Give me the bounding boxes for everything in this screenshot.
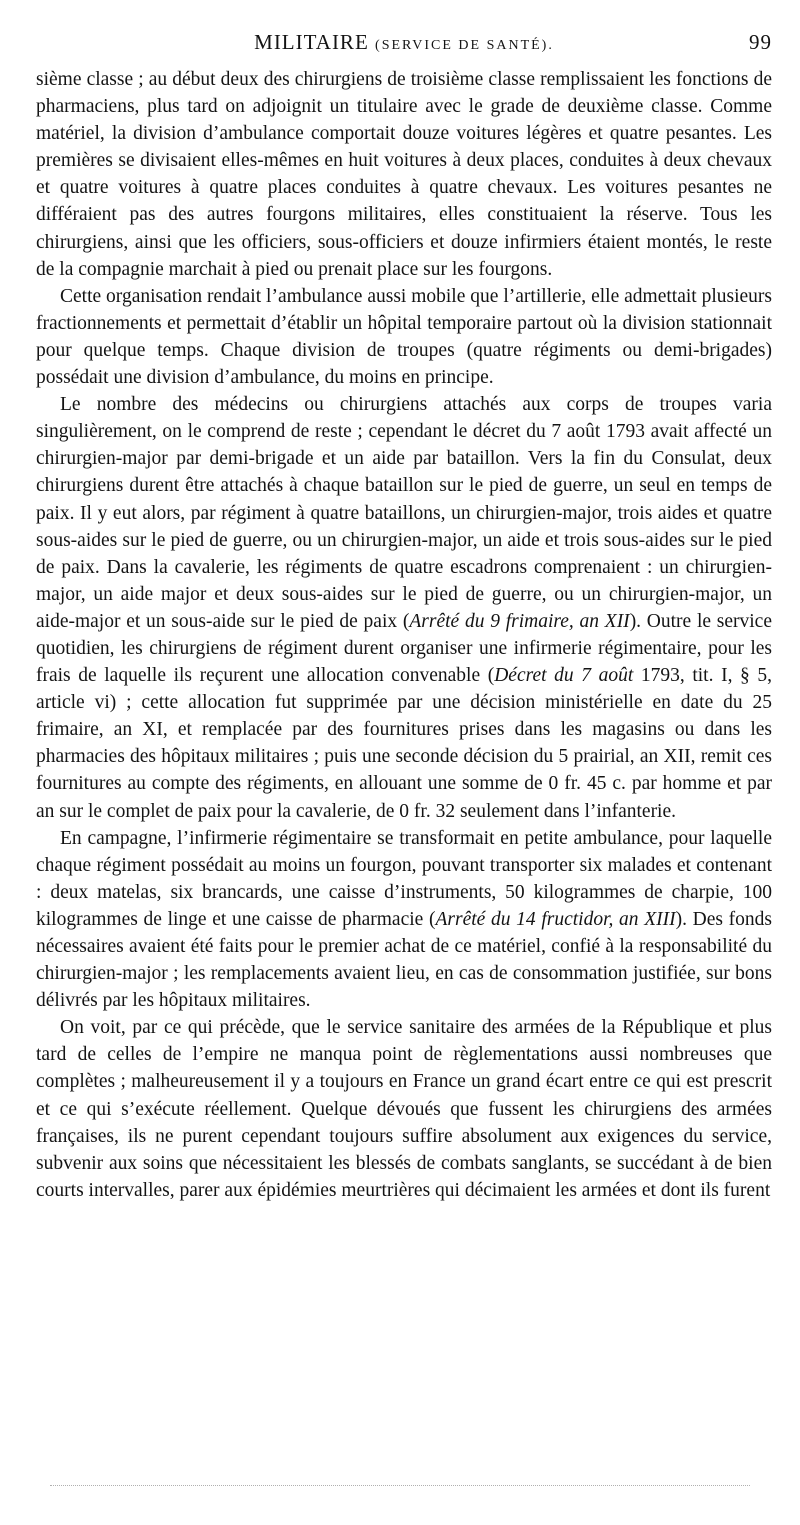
paragraph (36, 391, 772, 825)
italic-citation: Arrêté du 14 fructidor, an XIII (435, 908, 676, 930)
running-title-subtitle: (SERVICE DE SANTÉ). (375, 38, 554, 53)
running-header (36, 30, 772, 56)
book-page (36, 30, 772, 1204)
text-run: ). Des fonds nécessaires avaient été faits pour le premier achat de ce matériel, confié à la responsabilité du chirurgien-major ; les remplacements avaient lieu, en cas de consommation justifiée, sur bons délivrés par les hôpitaux militaires. (36, 908, 772, 1012)
text-run: On voit, par ce qui précède, que le service sanitaire des armées de la République et plus tard de celles de l’empire ne manqua point de règlementations aussi nombreuses que complètes ; malheureusement il y a toujours en France un grand écart entre ce qui est prescrit et ce qui s’exécute réellement. Quelque dévoués que fussent les chirurgiens des armées françaises, ils ne purent cependant toujours suffire absolument aux exigences du service, subvenir aux soins que nécessitaient les blessés de combats sanglants, se succédant à de bien courts intervalles, parer aux épidémies meurtrières qui décimaient les armées et dont ils furent (36, 1017, 772, 1201)
text-run: 1793, tit. I, § 5, article vi) ; cette allocation fut supprimée par une décision ministérielle en date du 25 frimaire, an XI, et remplacée par des fournitures prises dans les magasins ou dans les pharmacies des hôpitaux militaires ; puis une seconde décision du 5 prairial, an XII, remit ces fournitures au compte des régiments, en allouant une somme de 0 fr. 45 c. par homme et par an sur le complet de paix pour la cavalerie, de 0 fr. 32 seulement dans l’infanterie. (36, 665, 773, 822)
paragraph (36, 66, 772, 283)
text-run: En campagne, l’infirmerie régimentaire se transformait en petite ambulance, pour laquelle chaque régiment possédait au moins un fourgon, pouvant transporter six malades et contenant : deux matelas, six brancards, une caisse d’instruments, 50 kilogrammes de charpie, 100 kilogrammes de linge et une caisse de pharmacie ( (36, 827, 772, 930)
italic-citation: Décret du 7 août (494, 665, 634, 687)
paragraph (36, 283, 772, 391)
text-run: sième classe ; au début deux des chirurgiens de troisième classe remplissaient les fonctions de pharmaciens, plus tard on adjoignit un titulaire avec le grade de deuxième classe. Comme matériel, la division d’ambulance comportait douze voitures légères et quatre pesantes. Les premières se divisaient elles-mêmes en huit voitures à deux places, conduites à deux chevaux et quatre voitures à quatre places conduites à quatre chevaux. Les voitures pesantes ne différaient pas des autres fourgons militaires, elles constituaient la réserve. Tous les chirurgiens, ainsi que les officiers, sous-officiers et douze infirmiers étaient montés, le reste de la compagnie marchait à pied ou prenait place sur les fourgons. (36, 69, 772, 280)
italic-citation: Arrêté du 9 frimaire, an XII (409, 610, 630, 632)
page-bottom-specks (50, 1485, 750, 1488)
page-number: 99 (749, 30, 772, 54)
paragraph (36, 825, 772, 1015)
running-title (254, 30, 554, 55)
body-text (36, 66, 772, 1204)
paragraph (36, 1014, 772, 1204)
running-title-main: MILITAIRE (254, 30, 369, 54)
text-run: Le nombre des médecins ou chirurgiens attachés aux corps de troupes varia singulièrement, on le comprend de reste ; cependant le décret du 7 août 1793 avait affecté un chirurgien-major par demi-brigade et un aide par bataillon. Vers la fin du Consulat, deux chirurgiens durent être attachés à chaque bataillon sur le pied de guerre, un seul en temps de paix. Il y eut alors, par régiment à quatre bataillons, un chirurgien-major, trois aides et quatre sous-aides sur le pied de guerre, ou un chirurgien-major, un aide et trois sous-aides sur le pied de paix. Dans la cavalerie, les régiments de quatre escadrons comprenaient : un chirurgien-major, un aide major et deux sous-aides sur le pied de guerre, ou un chirurgien-major, un aide-major et un sous-aide sur le pied de paix ( (36, 394, 772, 632)
text-run: ). Outre le service quotidien, les chirurgiens de régiment durent organiser une infirmerie régimentaire, pour les frais de laquelle ils reçurent une allocation convenable ( (36, 610, 772, 687)
text-run: Cette organisation rendait l’ambulance aussi mobile que l’artillerie, elle admettait plusieurs fractionnements et permettait d’établir un hôpital temporaire partout où la division stationnait pour quelque temps. Chaque division de troupes (quatre régiments ou demi-brigades) possédait une division d’ambulance, du moins en principe. (36, 285, 772, 389)
